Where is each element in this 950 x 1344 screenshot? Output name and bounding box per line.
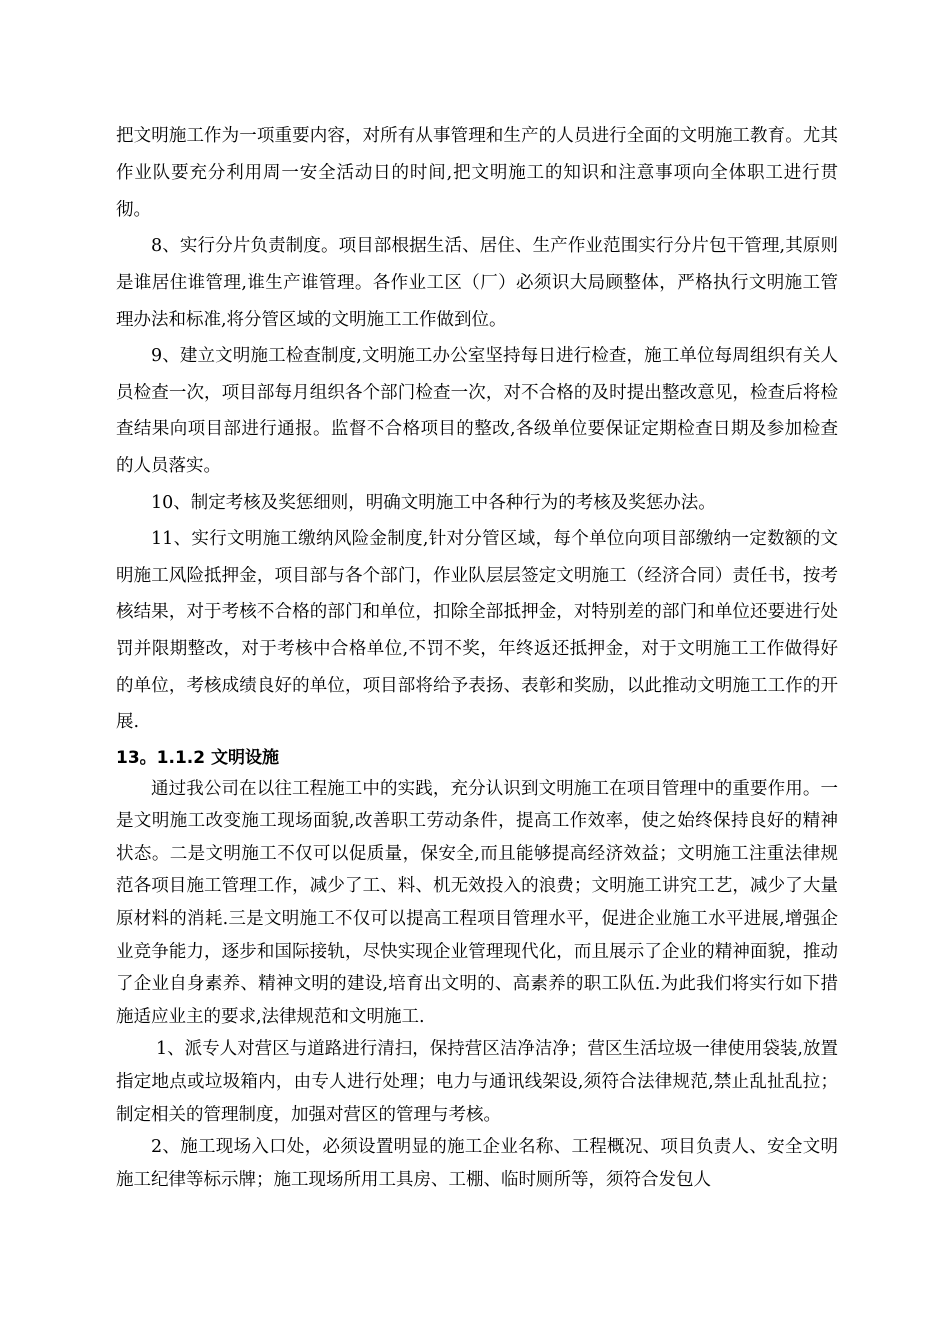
paragraph-item-8: 8、实行分片负责制度。项目部根据生活、居住、生产作业范围实行分片包干管理,其原则是谁居住谁管理,谁生产谁管理。各作业工区（厂）必须识大局顾整体，严格执行文明施工管理办法和标准,将分管区域的文明施工工作做到位。	[116, 236, 838, 330]
document-page	[116, 118, 838, 1196]
paragraph-facilities-intro: 通过我公司在以往工程施工中的实践，充分认识到文明施工在项目管理中的重要作用。一是文明施工改变施工现场面貌,改善职工劳动条件，提高工作效率，使之始终保持良好的精神状态。二是文明施工不仅可以促质量，保安全,而且能够提高经济效益；文明施工注重法律规范各项目施工管理工作，减少了工、料、机无效投入的浪费；文明施工讲究工艺，减少了大量原材料的消耗.三是文明施工不仅可以提高工程项目管理水平，促进企业施工水平进展,增强企业竞争能力，逐步和国际接轨，尽快实现企业管理现代化，而且展示了企业的精神面貌，推动了企业自身素养、精神文明的建设,培育出文明的、高素养的职工队伍.为此我们将实行如下措施适应业主的要求,法律规范和文明施工.	[116, 778, 838, 1027]
paragraph-facility-1: 1、派专人对营区与道路进行清扫，保持营区洁净洁净；营区生活垃圾一律使用袋装,放置指定地点或垃圾箱内，由专人进行处理；电力与通讯线架设,须符合法律规范,禁止乱扯乱拉；制定相关的管理制度，加强对营区的管理与考核。	[116, 1039, 838, 1125]
paragraph-item-11: 11、实行文明施工缴纳风险金制度,针对分管区域，每个单位向项目部缴纳一定数额的文明施工风险抵押金，项目部与各个部门，作业队层层签定文明施工（经济合同）责任书，按考核结果，对于考核不合格的部门和单位，扣除全部抵押金，对特别差的部门和单位还要进行处罚并限期整改，对于考核中合格单位,不罚不奖，年终返还抵押金，对于文明施工工作做得好的单位，考核成绩良好的单位，项目部将给予表扬、表彰和奖励，以此推动文明施工工作的开展.	[116, 529, 838, 733]
paragraph-facility-2: 2、施工现场入口处，必须设置明显的施工企业名称、工程概况、项目负责人、安全文明施工纪律等标示牌；施工现场所用工具房、工棚、临时厕所等，须符合发包人	[116, 1137, 838, 1190]
section-heading: 13。1.1.2 文明设施	[116, 747, 279, 768]
paragraph-item-9: 9、建立文明施工检查制度,文明施工办公室坚持每日进行检查，施工单位每周组织有关人员检查一次，项目部每月组织各个部门检查一次，对不合格的及时提出整改意见，检查后将检查结果向项目部进行通报。监督不合格项目的整改,各级单位要保证定期检查日期及参加检查的人员落实。	[116, 346, 838, 476]
paragraph-education-continuation: 把文明施工作为一项重要内容，对所有从事管理和生产的人员进行全面的文明施工教育。尤其作业队要充分利用周一安全活动日的时间,把文明施工的知识和注意事项向全体职工进行贯彻。	[116, 126, 838, 220]
paragraph-item-10: 10、制定考核及奖惩细则，明确文明施工中各种行为的考核及奖惩办法。	[151, 492, 716, 513]
